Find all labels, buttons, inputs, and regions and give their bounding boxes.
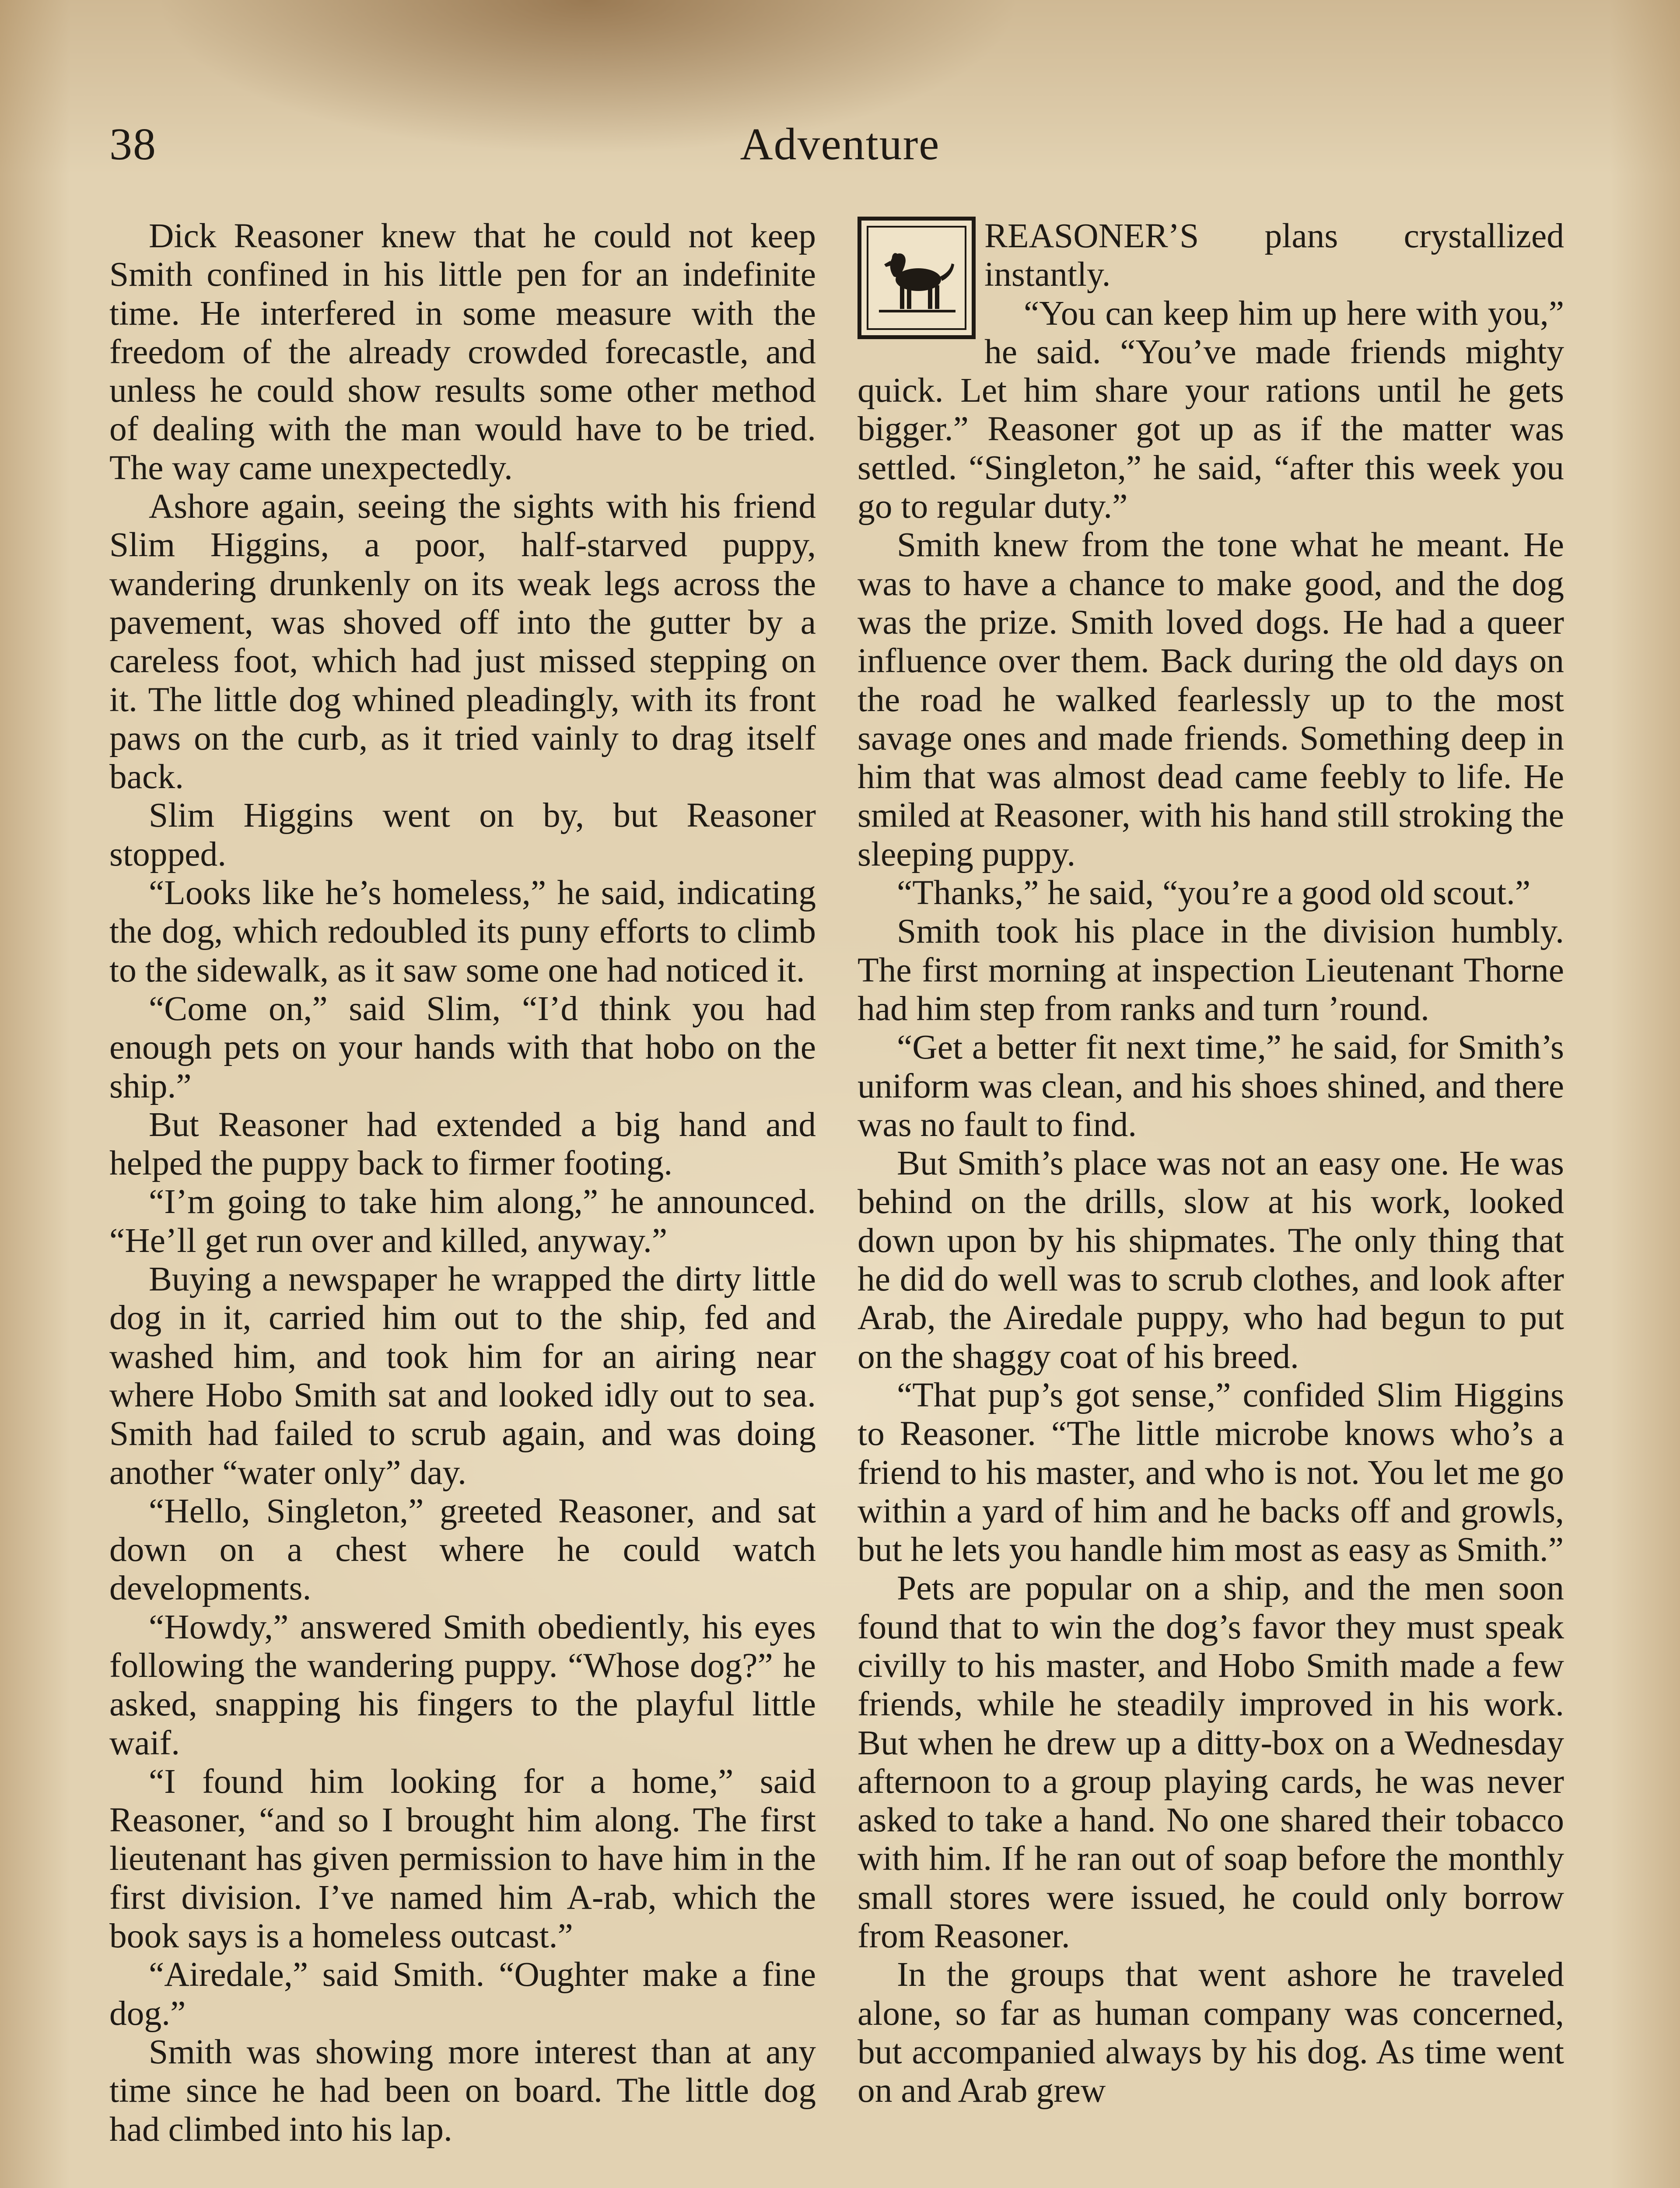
paragraph: But Smith’s place was not an easy one. He was behind on the drills, slow at his work, looked down upon by his shipmates. The only thing that he did do well was to scrub clothes, and look after Arab, the Airedale puppy, who had begun to put on the shaggy coat of his breed. — [858, 1144, 1564, 1376]
paragraph: Buying a newspaper he wrapped the dirty little dog in it, carried him out to the ship, fed and washed him, and took him for an airing near where Hobo Smith sat and looked idly out to sea. Smith had failed to scrub again, and was doing another “water only” day. — [109, 1260, 816, 1492]
paragraph: Smith took his place in the division humbly. The first morning at inspection Lieutenant Thorne had him step from ranks and turn ’round. — [858, 912, 1564, 1028]
paragraph: “Get a better fit next time,” he said, for Smith’s uniform was clean, and his shoes shined, and there was no fault to find. — [858, 1028, 1564, 1144]
paragraph: Smith was showing more interest than at any time since he had been on board. The little dog had climbed into his lap. — [109, 2032, 816, 2149]
paragraph: “Come on,” said Slim, “I’d think you had enough pets on your hands with that hobo on the ship.” — [109, 989, 816, 1105]
paragraph: “Airedale,” said Smith. “Oughter make a fine dog.” — [109, 1955, 816, 2033]
dog-illustration-icon — [858, 217, 976, 339]
paragraph: “Looks like he’s homeless,” he said, indicating the dog, which redoubled its puny efforts to climb to the sidewalk, as it saw some one had noticed it. — [109, 873, 816, 989]
paragraph: Slim Higgins went on by, but Reasoner stopped. — [109, 796, 816, 873]
paragraph: “Thanks,” he said, “you’re a good old scout.” — [897, 873, 1531, 912]
dog-icon — [875, 238, 958, 317]
right-column — [858, 217, 1564, 2110]
paragraph: “Hello, Singleton,” greeted Reasoner, and sat down on a chest where he could watch developments. — [109, 1491, 816, 1608]
paragraph: “You can keep him up here with you,” he said. “You’ve made friends mighty quick. Let him share your rations until he gets bigger.” Reasoner got up as if the matter was settled. “Singleton,” he said, “after this week you go to regular duty.” — [858, 294, 1564, 526]
page-number: 38 — [109, 119, 157, 169]
paragraph: REASONER’S plans crystallized instantly. — [984, 217, 1564, 294]
paragraph: Smith knew from the tone what he meant. He was to have a chance to make good, and the dog was the prize. Smith loved dogs. He had a queer influence over them. Back during the old days on the road he walked fearlessly up to the most savage ones and made friends. Something deep in him that was almost dead came feebly to life. He smiled at Reasoner, with his hand still stroking the sleeping puppy. — [858, 526, 1564, 873]
running-title: Adventure — [740, 119, 940, 169]
paragraph: “I’m going to take him along,” he announced. “He’ll get run over and killed, anyway.” — [109, 1182, 816, 1260]
paragraph: In the groups that went ashore he traveled alone, so far as human company was concerned, but accompanied always by his dog. As time went on and Arab grew — [858, 1955, 1564, 2110]
paragraph: But Reasoner had extended a big hand and helped the puppy back to firmer footing. — [109, 1105, 816, 1183]
paragraph: “I found him looking for a home,” said Reasoner, “and so I brought him along. The first lieutenant has given permission to have him in the first division. I’ve named him A-rab, which the book says is a homeless outcast.” — [109, 1762, 816, 1956]
left-column — [109, 217, 816, 2149]
paragraph: Ashore again, seeing the sights with his friend Slim Higgins, a poor, half-starved puppy, wandering drunkenly on its weak legs across the pavement, was shoved off into the gutter by a careless foot, which had just missed stepping on it. The little dog whined pleadingly, with its front paws on the curb, as it tried vainly to drag itself back. — [109, 487, 816, 796]
page-header — [0, 118, 1680, 179]
paragraph: Dick Reasoner knew that he could not keep Smith confined in his little pen for an indefinite time. He interfered in some measure with the freedom of the already crowded forecastle, and unless he could show results some other method of dealing with the man would have to be tried. The way came unexpectedly. — [109, 217, 816, 487]
paragraph: Pets are popular on a ship, and the men soon found that to win the dog’s favor they must speak civilly to his master, and Hobo Smith made a few friends, while he steadily improved in his work. But when he drew up a ditty-box on a Wednesday afternoon to a group playing cards, he was never asked to take a hand. No one shared their tobacco with him. If he ran out of soap before the monthly small stores were issued, he could only borrow from Reasoner. — [858, 1569, 1564, 1956]
paragraph: “That pup’s got sense,” confided Slim Higgins to Reasoner. “The little microbe knows who’s a friend to his master, and who is not. You let me go within a yard of him and he backs off and growls, but he lets you handle him most as easy as Smith.” — [858, 1375, 1564, 1569]
paragraph: “Howdy,” answered Smith obediently, his eyes following the wandering puppy. “Whose dog?” he asked, snapping his fingers to the playful little waif. — [109, 1607, 816, 1762]
